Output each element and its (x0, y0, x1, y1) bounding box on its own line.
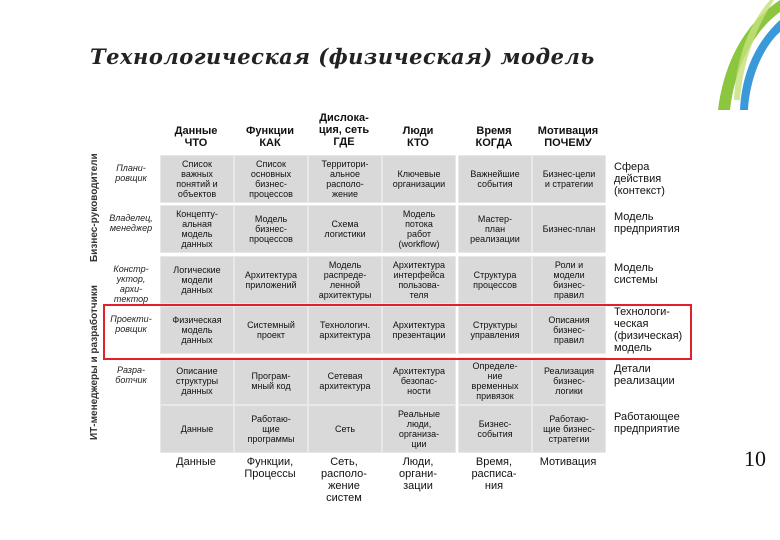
page-title: Технологическая (физическая) модель (90, 44, 595, 69)
page-number: 10 (744, 446, 766, 471)
table-cell: Модель распреде- ленной архитектуры (308, 256, 382, 304)
table-cell: Мастер- план реализации (458, 205, 532, 253)
table-cell: Описания бизнес- правил (532, 306, 606, 354)
it-side-label: ИТ-менеджеры и разработчики (89, 285, 100, 440)
table-cell: Сеть (308, 405, 382, 453)
bottom-label: Сеть, располо- жение систем (321, 456, 367, 504)
table-cell: Определе- ние временных привязок (458, 357, 532, 405)
table-cell: Системный проект (234, 306, 308, 354)
column-header: Дислока- ция, сеть ГДЕ (318, 112, 370, 148)
bottom-label: Мотивация (539, 456, 597, 468)
bottom-label: Люди, органи- зации (398, 456, 437, 492)
table-cell: Список основных бизнес- процессов (234, 155, 308, 203)
table-cell: Реальные люди, организа- ции (382, 405, 456, 453)
table-cell: Список важных понятий и объектов (160, 155, 234, 203)
row-label: Владелец, менеджер (109, 213, 153, 233)
table-cell: Програм- мный код (234, 357, 308, 405)
table-cell: Модель бизнес- процессов (234, 205, 308, 253)
table-cell: Сетевая архитектура (308, 357, 382, 405)
table-cell: Бизнес- события (458, 405, 532, 453)
table-cell: Описание структуры данных (160, 357, 234, 405)
leaf-decoration (670, 0, 780, 110)
table-cell: Реализация бизнес- логики (532, 357, 606, 405)
business-side-label: Бизнес-руководители (89, 153, 100, 262)
table-cell: Технологич. архитектура (308, 306, 382, 354)
row-right-label: Работающее предприятие (614, 411, 680, 435)
table-cell: Данные (160, 405, 234, 453)
table-cell: Логические модели данных (160, 256, 234, 304)
bottom-label: Данные (176, 456, 216, 468)
table-cell: Архитектура приложений (234, 256, 308, 304)
row-right-label: Модель системы (614, 262, 658, 286)
row-label: Проекти- ровщик (110, 314, 152, 334)
table-cell: Концепту- альная модель данных (160, 205, 234, 253)
table-cell: Модель потока работ (workflow) (382, 205, 456, 253)
table-cell: Работаю- щие бизнес- стратегии (532, 405, 606, 453)
table-cell: Важнейшие события (458, 155, 532, 203)
column-header: Время КОГДА (475, 125, 513, 149)
table-cell: Архитектура интерфейса пользова- теля (382, 256, 456, 304)
table-cell: Физическая модель данных (160, 306, 234, 354)
row-right-label: Сфера действия (контекст) (614, 161, 665, 197)
column-header: Мотивация ПОЧЕМУ (537, 125, 599, 149)
table-cell: Роли и модели бизнес- правил (532, 256, 606, 304)
table-cell: Территори- альное располо- жение (308, 155, 382, 203)
row-right-label: Технологи- ческая (физическая) модель (614, 306, 683, 354)
table-cell: Работаю- щие программы (234, 405, 308, 453)
bottom-label: Функции, Процессы (244, 456, 296, 480)
column-header: Данные ЧТО (174, 125, 218, 149)
table-cell: Структура процессов (458, 256, 532, 304)
row-label: Разра- ботчик (115, 365, 147, 385)
table-cell: Бизнес-цели и стратегии (532, 155, 606, 203)
table-cell: Ключевые организации (382, 155, 456, 203)
row-label: Констр- уктор, архи- тектор (113, 264, 149, 304)
row-right-label: Детали реализации (614, 363, 675, 387)
table-cell: Схема логистики (308, 205, 382, 253)
table-cell: Структуры управления (458, 306, 532, 354)
table-cell: Архитектура безопас- ности (382, 357, 456, 405)
highlight-frame (103, 304, 692, 360)
bottom-label: Время, расписа- ния (471, 456, 517, 492)
column-header: Функции КАК (246, 125, 294, 149)
row-label: Плани- ровщик (115, 163, 147, 183)
table-cell: Архитектура презентации (382, 306, 456, 354)
table-cell: Бизнес-план (532, 205, 606, 253)
row-right-label: Модель предприятия (614, 211, 680, 235)
column-header: Люди КТО (402, 125, 434, 149)
